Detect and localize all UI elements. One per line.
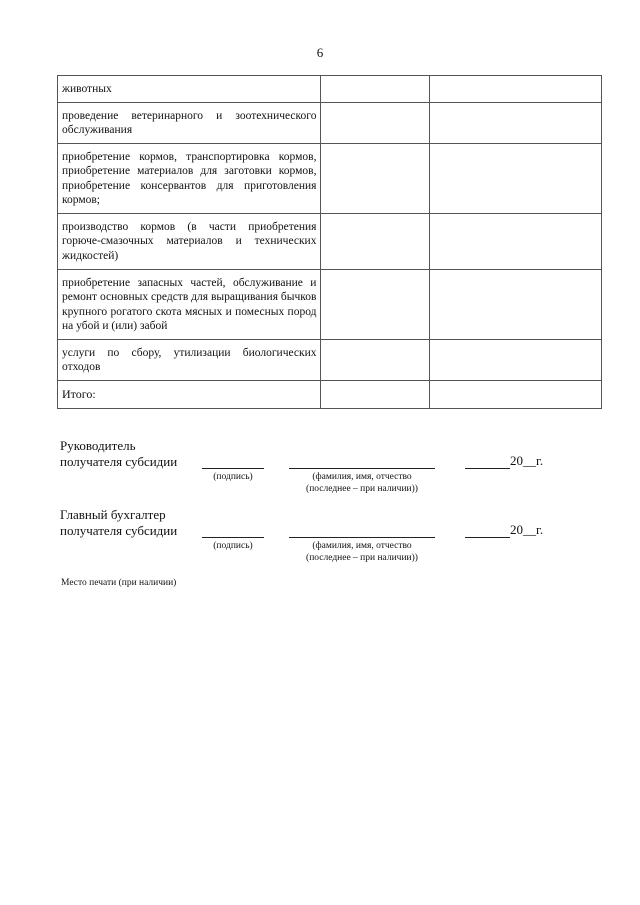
- head-name-caption: [289, 471, 435, 495]
- row-value-2: [429, 339, 601, 380]
- table-total-row: [58, 380, 602, 408]
- total-value-2: [429, 380, 601, 408]
- table-row: [58, 76, 602, 103]
- accountant-signature-block: [60, 507, 560, 571]
- head-role: [60, 438, 177, 470]
- head-role-line2: получателя субсидии: [60, 454, 178, 469]
- accountant-name-line[interactable]: [289, 537, 435, 538]
- accountant-name-caption-line1: (фамилия, имя, отчество: [312, 541, 412, 551]
- row-label: приобретение кормов, транспортировка кормов, приобретение материалов для заготовки кормов, приобретение консервантов для приготовления кормов;: [58, 143, 321, 213]
- accountant-role: [60, 507, 177, 539]
- head-date-day-line[interactable]: [465, 468, 510, 469]
- head-name-caption-line2: (последнее – при наличии)): [306, 484, 418, 494]
- row-value-1: [321, 143, 429, 213]
- head-name-line[interactable]: [289, 468, 435, 469]
- page-number: 6: [316, 45, 324, 60]
- row-value-1: [321, 213, 429, 269]
- row-value-2: [429, 102, 601, 143]
- table-row: [58, 339, 602, 380]
- row-value-2: [429, 143, 601, 213]
- row-label: услуги по сбору, утилизации биологических отходов: [58, 339, 321, 380]
- row-value-2: [429, 213, 601, 269]
- accountant-role-line2: получателя субсидии: [60, 523, 178, 538]
- accountant-date-text: 20__г.: [510, 522, 544, 537]
- costs-table: [57, 75, 602, 409]
- accountant-signature-line[interactable]: [202, 537, 264, 538]
- row-label: производство кормов (в части приобретения горюче-смазочных материалов и технических жидкостей): [58, 213, 321, 269]
- head-role-line1: Руководитель: [60, 438, 136, 453]
- accountant-role-line1: Главный бухгалтер: [60, 507, 166, 522]
- head-signature-block: [60, 438, 560, 502]
- table-row: [58, 143, 602, 213]
- head-signature-line[interactable]: [202, 468, 264, 469]
- head-date-text: 20__г.: [510, 453, 544, 468]
- accountant-signature-caption: (подпись): [213, 541, 253, 551]
- table-row: [58, 269, 602, 339]
- row-label: животных: [58, 76, 321, 103]
- accountant-name-caption-line2: (последнее – при наличии)): [306, 553, 418, 563]
- stamp-note: Место печати (при наличии): [61, 578, 177, 588]
- row-value-1: [321, 102, 429, 143]
- row-value-1: [321, 269, 429, 339]
- accountant-date-day-line[interactable]: [465, 537, 510, 538]
- row-value-1: [321, 76, 429, 103]
- head-name-caption-line1: (фамилия, имя, отчество: [312, 472, 412, 482]
- table-row: [58, 213, 602, 269]
- row-value-1: [321, 339, 429, 380]
- accountant-name-caption: [289, 540, 435, 564]
- row-label: приобретение запасных частей, обслуживание и ремонт основных средств для выращивания бычков крупного рогатого скота мясных и помесных пород на убой и (или) забой: [58, 269, 321, 339]
- row-label: проведение ветеринарного и зоотехнического обслуживания: [58, 102, 321, 143]
- row-value-2: [429, 76, 601, 103]
- table-row: [58, 102, 602, 143]
- total-label: Итого:: [58, 380, 321, 408]
- total-value-1: [321, 380, 429, 408]
- head-signature-caption: (подпись): [213, 472, 253, 482]
- row-value-2: [429, 269, 601, 339]
